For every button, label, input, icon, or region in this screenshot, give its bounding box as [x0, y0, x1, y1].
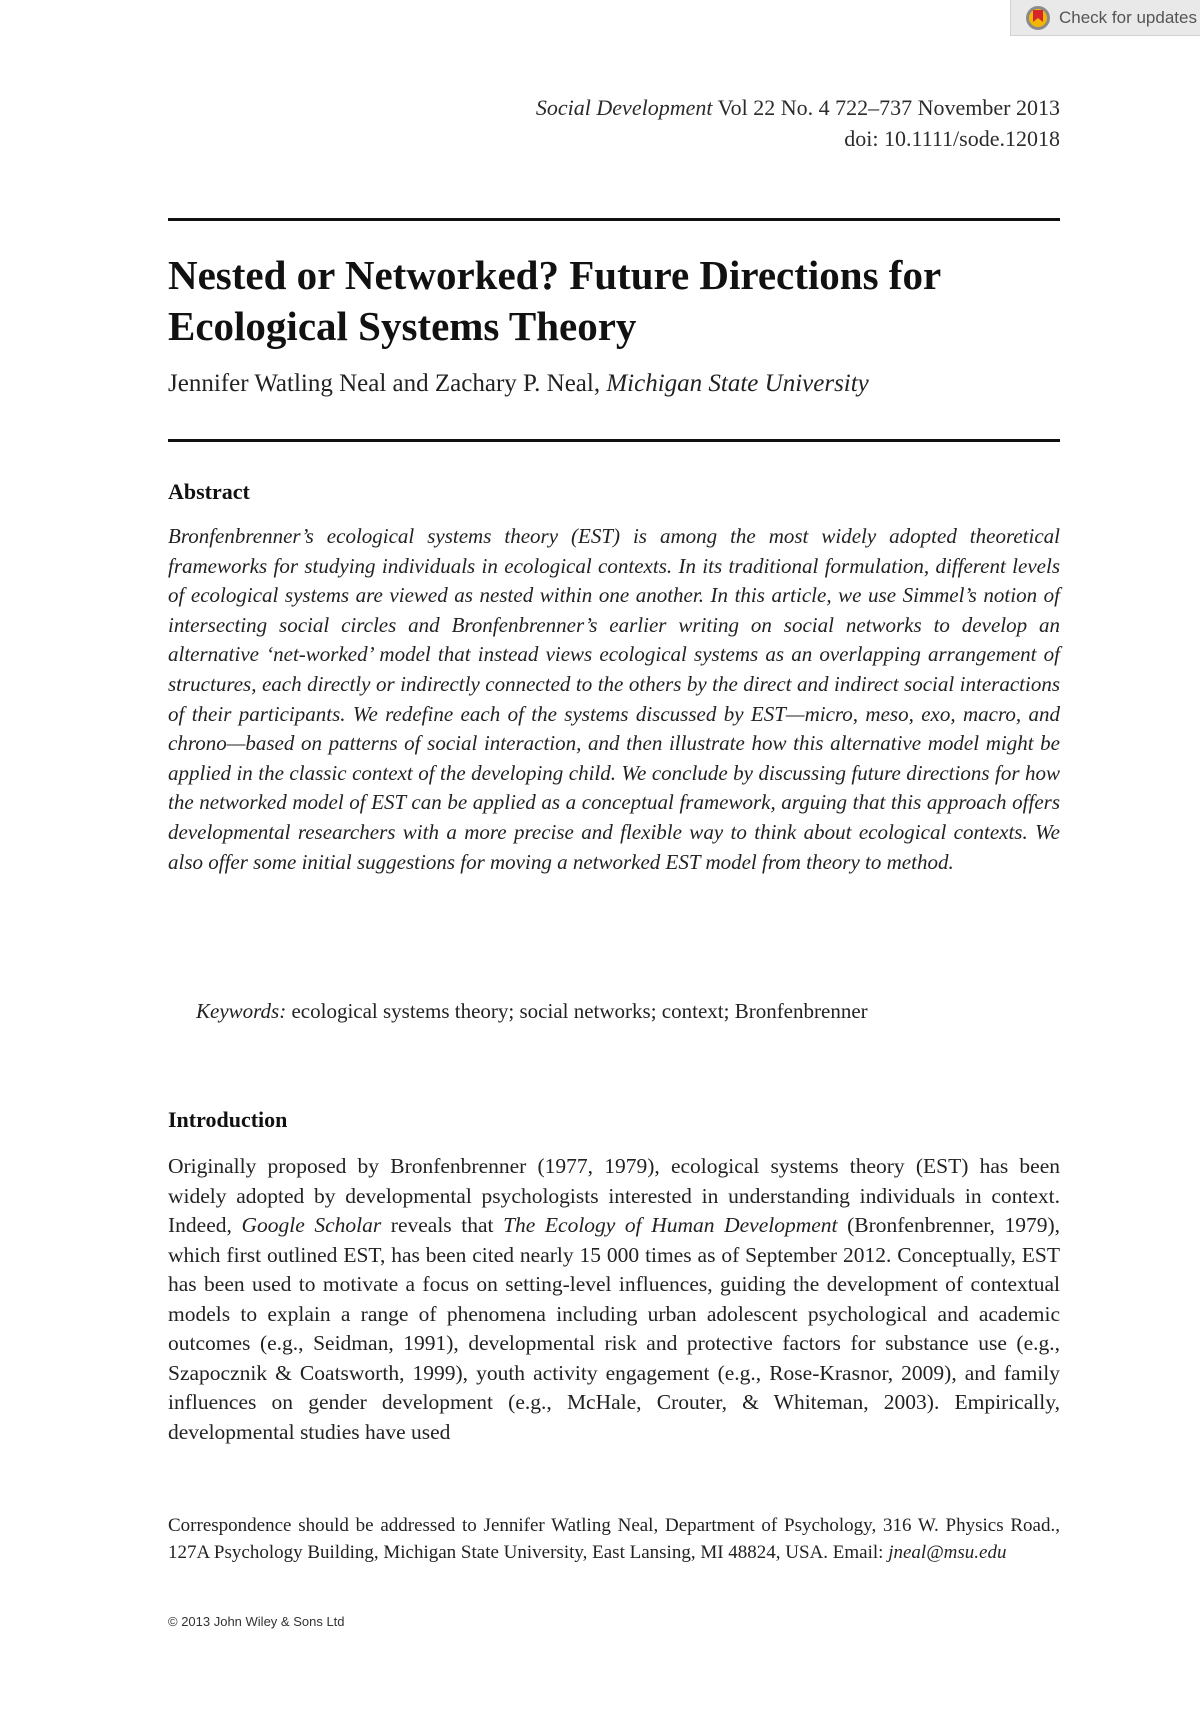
intro-text-3: (Bronfenbrenner, 1979), which first outlined EST, has been cited nearly 15 000 times as of September 2012. Conceptually, EST has been used to motivate a focus on setting-level influences, guiding the development of contextual models to explain a range of phenomena including urban adolescent psychological and academic outcomes (e.g., Seidman, 1991), developmental risk and protective factors for substance use (e.g., Szapocznik & Coatsworth, 1999), youth activity engagement (e.g., Rose-Krasnor, 2009), and family influences on gender development (e.g., McHale, Crouter, & Whiteman, 2003). Empirically, developmental studies have used: [168, 1213, 1061, 1444]
author-affiliation: Michigan State University: [606, 370, 869, 397]
check-for-updates-label: Check for updates: [1059, 7, 1197, 27]
footnote-text: Correspondence should be addressed to Jennifer Watling Neal, Department of Psychology, 316 W. Physics Road., 127A Psychology Building, Michigan State University, East Lansing, MI 48824, USA. Email:: [168, 1515, 1060, 1563]
introduction-paragraph: [168, 1152, 1060, 1447]
introduction-heading: Introduction: [168, 1107, 288, 1132]
title-bottom-rule: [168, 439, 1060, 442]
intro-text-2: reveals that: [390, 1213, 494, 1237]
journal-issue: Vol 22 No. 4 722–737 November 2013: [717, 95, 1060, 120]
article-doi: doi: 10.1111/sode.12018: [844, 126, 1060, 151]
article-title: Nested or Networked? Future Directions for Ecological Systems Theory: [168, 252, 941, 349]
keywords-label: Keywords:: [196, 999, 287, 1023]
keywords-line: [196, 996, 1060, 1026]
abstract-text: Bronfenbrenner’s ecological systems theory (EST) is among the most widely adopted theoretical frameworks for studying individuals in ecological contexts. In its traditional formulation, different levels of ecological systems are viewed as nested within one another. In this article, we use Simmel’s notion of intersecting social circles and Bronfenbrenner’s earlier writing on social networks to develop an alternative ‘net-worked’ model that instead views ecological systems as an overlapping arrangement of structures, each directly or indirectly connected to the others by the direct and indirect social interactions of their participants. We redefine each of the systems discussed by EST—micro, meso, exo, macro, and chrono—based on patterns of social interaction, and then illustrate how this alternative model might be applied in the classic context of the developing child. We conclude by discussing future directions for how the networked model of EST can be applied as a conceptual framework, arguing that this approach offers developmental researchers with a more precise and flexible way to think about ecological contexts. We also offer some initial suggestions for moving a networked EST model from theory to method.: [168, 524, 1060, 874]
journal-name: Social Development: [535, 95, 713, 120]
intro-emphasis-google-scholar: Google Scholar: [241, 1213, 382, 1237]
check-for-updates-button[interactable]: [1010, 0, 1200, 36]
abstract-heading: Abstract: [168, 479, 250, 504]
crossmark-icon: [1025, 5, 1051, 31]
author-names: Jennifer Watling Neal and Zachary P. Neal,: [168, 370, 601, 397]
title-top-rule: [168, 218, 1060, 221]
correspondence-email: jneal@msu.edu: [888, 1542, 1007, 1563]
copyright-notice: © 2013 John Wiley & Sons Ltd: [168, 1614, 345, 1629]
journal-citation: [536, 92, 1060, 154]
correspondence-footnote: [168, 1512, 1060, 1566]
intro-emphasis-book-title: The Ecology of Human Development: [503, 1213, 838, 1237]
keywords-text: ecological systems theory; social networks; context; Bronfenbrenner: [291, 999, 868, 1023]
intro-text-1: Originally proposed by Bronfenbrenner (1977, 1979), ecological systems theory (EST) has been widely adopted by developmental psychologists interested in understanding individuals in context. Indeed,: [168, 1154, 1060, 1237]
author-line: [168, 368, 1060, 400]
